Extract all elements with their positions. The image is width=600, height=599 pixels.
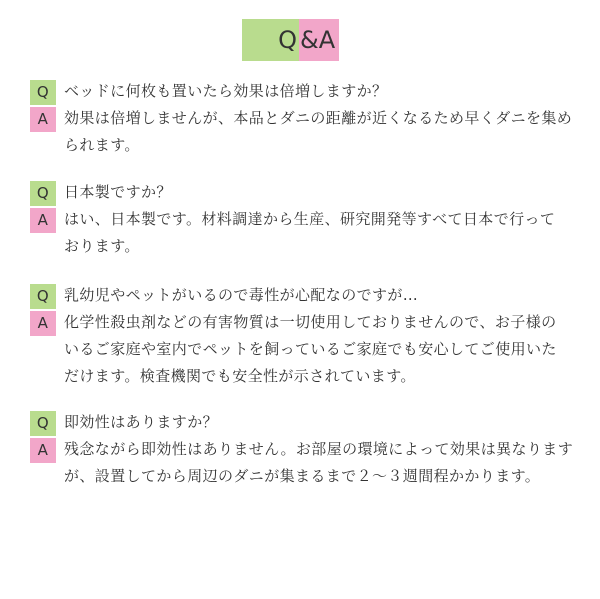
a-badge: A [30,107,56,132]
answer-line: られます。 [64,136,140,154]
qa-item [30,282,575,390]
answer-line: いるご家庭や室内でペットを飼っているご家庭でも安心してご使用いた [64,340,557,358]
question-text: 乳幼児やペットがいるので毒性が心配なのですが… [64,286,419,304]
question-text: ベッドに何枚も置いたら効果は倍増しますか？ [64,82,388,100]
answer-line: が、設置してから周辺のダニが集まるまで２～３週間程かかります。 [64,467,541,485]
q-badge: Q [30,181,56,206]
q-badge: Q [30,284,56,309]
answer-line: 化学性殺虫剤などの有害物質は一切使用しておりませんので、お子様の [64,313,557,331]
question-row [30,179,575,206]
header-q-block: Q [242,19,299,61]
q-badge: Q [30,80,56,105]
qa-item [30,78,575,159]
qa-item [30,409,575,490]
question-row [30,282,575,309]
a-badge: A [30,311,56,336]
question-row [30,78,575,105]
answer-row [30,105,575,159]
header-amp-a-block: &A [299,19,339,61]
qa-header [242,19,339,61]
answer-line: はい、日本製です。材料調達から生産、研究開発等すべて日本で行って [64,210,556,228]
answer-row [30,206,575,260]
question-text: 即効性はありますか？ [64,413,219,431]
answer-row [30,436,575,490]
question-row [30,409,575,436]
answer-line: おります。 [64,237,140,255]
a-badge: A [30,208,56,233]
q-badge: Q [30,411,56,436]
a-badge: A [30,438,56,463]
answer-line: 効果は倍増しませんが、本品とダニの距離が近くなるため早くダニを集め [64,109,573,127]
question-text: 日本製ですか？ [64,183,172,201]
qa-item [30,179,575,260]
answer-line: だけます。検査機関でも安全性が示されています。 [64,367,416,385]
answer-line: 残念ながら即効性はありません。お部屋の環境によって効果は異なります [64,440,574,458]
answer-row [30,309,575,390]
